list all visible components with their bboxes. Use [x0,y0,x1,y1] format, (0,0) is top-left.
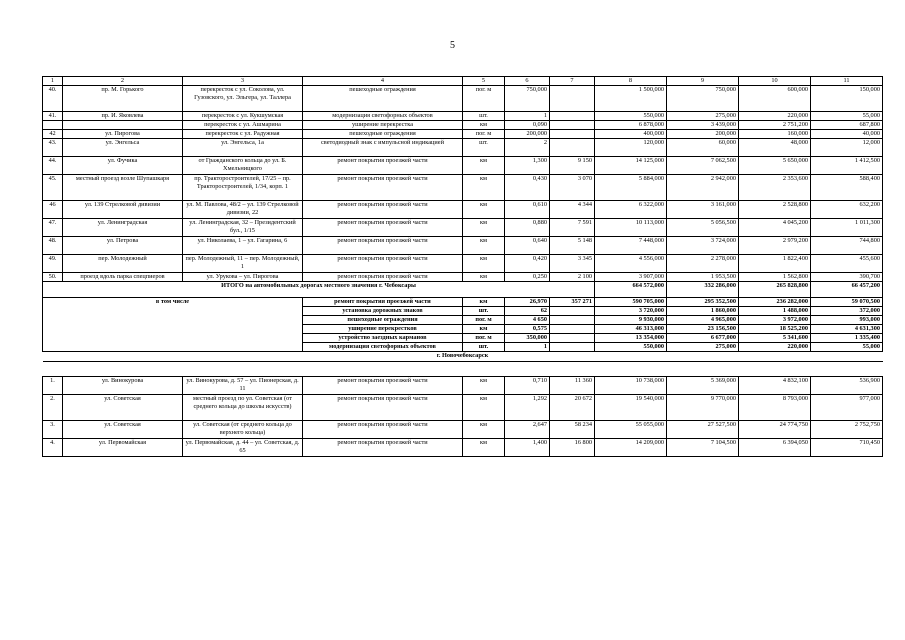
quantity: 0,420 [505,255,550,273]
value-col8: 6 322,000 [595,201,667,219]
street-name: ул. Петрова [63,237,183,255]
row-number [43,121,63,130]
street-name: ул. Фучика [63,157,183,175]
value-col9: 2 942,000 [667,175,739,201]
unit: км [463,157,505,175]
row-number: 50. [43,273,63,282]
value-col8: 1 500,000 [595,86,667,112]
work-type: ремонт покрытия проезжей части [303,377,463,395]
table-row [43,377,883,395]
column-header: 9 [667,77,739,86]
row-number: 46 [43,201,63,219]
work-type: ремонт покрытия проезжей части [303,237,463,255]
work-type: ремонт покрытия проезжей части [303,255,463,273]
unit: км [463,395,505,421]
value-col11: 687,800 [811,121,883,130]
location: ул. Николаева, 1 – ул. Гагарина, 6 [183,237,303,255]
value-col9: 5 369,000 [667,377,739,395]
value-col11: 710,450 [811,439,883,457]
subtotal-area [550,343,595,352]
subtotal-row [43,298,883,307]
subtotal-label [43,307,303,316]
subtotal-col9: 275,000 [667,343,739,352]
subtotal-col10: 3 972,000 [739,316,811,325]
area [550,112,595,121]
value-col11: 588,400 [811,175,883,201]
quantity: 0,250 [505,273,550,282]
location: ул. Энгельса, 1а [183,139,303,157]
value-col9: 7 062,500 [667,157,739,175]
table-row [43,130,883,139]
work-type: уширение перекрестка [303,121,463,130]
work-type: ремонт покрытия проезжей части [303,421,463,439]
subtotal-col8: 3 720,000 [595,307,667,316]
value-col11: 150,000 [811,86,883,112]
table-row [43,395,883,421]
row-number: 44. [43,157,63,175]
subtotal-col8: 590 705,000 [595,298,667,307]
subtotal-col9: 295 352,500 [667,298,739,307]
value-col9: 2 278,000 [667,255,739,273]
subtotal-work: пешеходные ограждения [303,316,463,325]
value-col10: 4 832,100 [739,377,811,395]
value-col9: 3 161,000 [667,201,739,219]
location: ул. Советская (от среднего кольца до верхнего кольца) [183,421,303,439]
total-col9: 332 286,000 [667,282,739,298]
quantity: 0,880 [505,219,550,237]
area: 4 344 [550,201,595,219]
subtotal-col9: 23 156,500 [667,325,739,334]
quantity: 0,430 [505,175,550,201]
row-number: 43. [43,139,63,157]
area: 3 070 [550,175,595,201]
subtotal-col8: 13 354,000 [595,334,667,343]
value-col11: 977,000 [811,395,883,421]
subtotal-col8: 550,000 [595,343,667,352]
subtotal-label [43,316,303,325]
subtotal-area [550,334,595,343]
street-name: пер. Молодежный [63,255,183,273]
quantity: 1,292 [505,395,550,421]
subtotal-col9: 4 965,000 [667,316,739,325]
work-type: ремонт покрытия проезжей части [303,219,463,237]
column-header: 1 [43,77,63,86]
subtotal-col10: 18 525,200 [739,325,811,334]
table-row [43,157,883,175]
work-type: ремонт покрытия проезжей части [303,157,463,175]
value-col9: 200,000 [667,130,739,139]
value-col10: 4 045,200 [739,219,811,237]
value-col10: 2 528,800 [739,201,811,219]
subtotal-work: модернизация светофорных объектов [303,343,463,352]
value-col8: 10 113,000 [595,219,667,237]
subtotal-area [550,316,595,325]
value-col8: 4 556,000 [595,255,667,273]
subtotal-col9: 6 677,000 [667,334,739,343]
table-row [43,255,883,273]
unit: км [463,255,505,273]
area: 3 345 [550,255,595,273]
work-type: ремонт покрытия проезжей части [303,273,463,282]
row-number: 3. [43,421,63,439]
value-col9: 9 770,000 [667,395,739,421]
area [550,130,595,139]
table-row [43,175,883,201]
subtotal-unit: пог. м [463,316,505,325]
row-number: 47. [43,219,63,237]
street-name: пр. И. Яковлева [63,112,183,121]
value-col11: 536,900 [811,377,883,395]
value-col11: 55,000 [811,112,883,121]
subtotal-col10: 220,000 [739,343,811,352]
area: 9 150 [550,157,595,175]
subtotal-col10: 1 488,000 [739,307,811,316]
subtotal-col11: 59 070,500 [811,298,883,307]
location: ул. Ленинградская, 32 – Президентский бул., 1/15 [183,219,303,237]
total-row [43,282,883,298]
area: 11 360 [550,377,595,395]
subtotal-label: в том числе [43,298,303,307]
unit: пог. м [463,130,505,139]
street-name: ул. Пирогова [63,130,183,139]
subtotal-area [550,307,595,316]
spacer [43,362,883,377]
row-number: 48. [43,237,63,255]
subtotal-qty: 4 650 [505,316,550,325]
value-col8: 7 448,000 [595,237,667,255]
value-col10: 1 822,400 [739,255,811,273]
subtotal-qty: 26,970 [505,298,550,307]
table-row [43,219,883,237]
location: пер. Молодежный, 11 – пер. Молодежный, 1 [183,255,303,273]
subtotal-row [43,307,883,316]
unit: шт. [463,139,505,157]
value-col11: 2 752,750 [811,421,883,439]
street-name [63,121,183,130]
value-col9: 275,000 [667,112,739,121]
area [550,121,595,130]
location: перекресток с ул. Кукшумская [183,112,303,121]
subtotal-row [43,334,883,343]
subtotal-work: установка дорожных знаков [303,307,463,316]
subtotal-col11: 993,000 [811,316,883,325]
area [550,86,595,112]
subtotal-area [550,325,595,334]
quantity: 1,300 [505,157,550,175]
unit: км [463,377,505,395]
subtotal-col10: 236 282,000 [739,298,811,307]
value-col8: 5 884,000 [595,175,667,201]
subtotal-col11: 55,000 [811,343,883,352]
work-type: светодиодный знак с импульсной индикацией [303,139,463,157]
value-col10: 600,000 [739,86,811,112]
column-header: 3 [183,77,303,86]
quantity: 200,000 [505,130,550,139]
quantity: 0,610 [505,201,550,219]
subtotal-qty: 0,575 [505,325,550,334]
table-row [43,121,883,130]
unit: пог. м [463,86,505,112]
street-name: ул. Ленинградская [63,219,183,237]
area: 2 100 [550,273,595,282]
unit: км [463,273,505,282]
work-type: пешеходные ограждения [303,86,463,112]
subtotal-qty: 350,000 [505,334,550,343]
subtotal-col8: 46 313,000 [595,325,667,334]
subtotal-col10: 5 341,600 [739,334,811,343]
subtotal-row [43,316,883,325]
unit: км [463,175,505,201]
subtotal-row [43,343,883,352]
work-type: пешеходные ограждения [303,130,463,139]
spacer-row [43,362,883,377]
value-col10: 6 394,050 [739,439,811,457]
column-header: 2 [63,77,183,86]
quantity: 1,400 [505,439,550,457]
unit: км [463,237,505,255]
location: ул. Винокурова, д. 57 – ул. Пионерская, д. 11 [183,377,303,395]
work-type: ремонт покрытия проезжей части [303,395,463,421]
location: ул. Урукова – ул. Пирогова [183,273,303,282]
value-col10: 24 774,750 [739,421,811,439]
subtotal-label [43,325,303,334]
column-header: 8 [595,77,667,86]
value-col9: 3 724,000 [667,237,739,255]
road-repair-table [42,76,883,457]
value-col8: 550,000 [595,112,667,121]
value-col9: 3 439,000 [667,121,739,130]
table-row [43,273,883,282]
table-row [43,86,883,112]
unit: км [463,121,505,130]
work-type: модернизация светофорных объектов [303,112,463,121]
value-col10: 2 751,200 [739,121,811,130]
row-number: 1. [43,377,63,395]
quantity: 2 [505,139,550,157]
column-header: 5 [463,77,505,86]
street-name: проезд вдоль парка спецпиеров [63,273,183,282]
subtotal-row [43,325,883,334]
row-number: 2. [43,395,63,421]
value-col11: 1 412,500 [811,157,883,175]
subtotal-qty: 62 [505,307,550,316]
value-col8: 120,000 [595,139,667,157]
value-col8: 19 540,000 [595,395,667,421]
value-col8: 55 055,000 [595,421,667,439]
value-col10: 160,000 [739,130,811,139]
value-col11: 390,700 [811,273,883,282]
row-number: 41. [43,112,63,121]
unit: км [463,201,505,219]
subtotal-qty: 1 [505,343,550,352]
value-col10: 220,000 [739,112,811,121]
value-col9: 7 104,500 [667,439,739,457]
subtotal-label [43,343,303,352]
unit: км [463,439,505,457]
value-col10: 5 650,000 [739,157,811,175]
row-number: 4. [43,439,63,457]
value-col8: 400,000 [595,130,667,139]
location: пр. Тракторостроителей, 17/25 – пр. Тракторостроителей, 1/34, корп. 1 [183,175,303,201]
value-col8: 3 907,000 [595,273,667,282]
subtotal-area: 357 271 [550,298,595,307]
subtotal-unit: пог. м [463,334,505,343]
value-col11: 40,000 [811,130,883,139]
value-col11: 632,200 [811,201,883,219]
location: местный проезд по ул. Советская (от среднего кольца до школы искусств) [183,395,303,421]
street-name: ул. Советская [63,395,183,421]
area: 58 234 [550,421,595,439]
table-row [43,112,883,121]
work-type: ремонт покрытия проезжей части [303,201,463,219]
subtotal-col8: 9 930,000 [595,316,667,325]
table-row [43,139,883,157]
location: от Гражданского кольца до ул. Б. Хмельницкого [183,157,303,175]
street-name: местный проезд возле Шупашкаря [63,175,183,201]
page-number: 5 [450,40,455,51]
table-row [43,201,883,219]
value-col11: 12,000 [811,139,883,157]
location: ул. Первомайская, д. 44 – ул. Советская, д. 65 [183,439,303,457]
work-type: ремонт покрытия проезжей части [303,175,463,201]
value-col8: 14 125,000 [595,157,667,175]
quantity: 2,647 [505,421,550,439]
street-name: ул. Первомайская [63,439,183,457]
value-col8: 6 878,000 [595,121,667,130]
street-name: ул. Винокурова [63,377,183,395]
subtotal-work: уширение перекрестков [303,325,463,334]
area [550,139,595,157]
location: перекресток с ул. Радужная [183,130,303,139]
unit: шт. [463,112,505,121]
subtotal-col11: 372,000 [811,307,883,316]
area: 5 148 [550,237,595,255]
quantity: 0,090 [505,121,550,130]
total-label: ИТОГО на автомобильных дорогах местного значения г. Чебоксары [43,282,595,298]
table-row [43,237,883,255]
unit: км [463,421,505,439]
value-col10: 48,000 [739,139,811,157]
subtotal-unit: км [463,325,505,334]
street-name: ул. 139 Стрелковой дивизии [63,201,183,219]
value-col9: 1 953,500 [667,273,739,282]
street-name: ул. Энгельса [63,139,183,157]
subtotal-col11: 1 335,400 [811,334,883,343]
value-col10: 1 562,800 [739,273,811,282]
section-row [43,352,883,362]
column-header: 7 [550,77,595,86]
value-col9: 27 527,500 [667,421,739,439]
quantity: 1 [505,112,550,121]
value-col11: 1 011,300 [811,219,883,237]
street-name: пр. М. Горького [63,86,183,112]
header-row [43,77,883,86]
quantity: 0,640 [505,237,550,255]
table-row [43,421,883,439]
value-col10: 2 353,600 [739,175,811,201]
location: перекресток с ул. Соколова, ул. Гузовского, ул. Эльгера, ул. Таллера [183,86,303,112]
value-col9: 60,000 [667,139,739,157]
work-type: ремонт покрытия проезжей части [303,439,463,457]
row-number: 42 [43,130,63,139]
column-header: 10 [739,77,811,86]
street-name: ул. Советская [63,421,183,439]
value-col11: 455,600 [811,255,883,273]
value-col9: 5 056,500 [667,219,739,237]
subtotal-unit: шт. [463,343,505,352]
subtotal-unit: шт. [463,307,505,316]
subtotal-work: устройство заездных карманов [303,334,463,343]
value-col8: 10 738,000 [595,377,667,395]
subtotal-work: ремонт покрытия проезжей части [303,298,463,307]
subtotal-col11: 4 631,300 [811,325,883,334]
area: 7 591 [550,219,595,237]
column-header: 4 [303,77,463,86]
subtotal-col9: 1 860,000 [667,307,739,316]
quantity: 750,000 [505,86,550,112]
location: перекресток с ул. Ашмарина [183,121,303,130]
location: ул. М. Павлова, 48/2 – ул. 139 Стрелковой дивизии, 22 [183,201,303,219]
value-col8: 14 209,000 [595,439,667,457]
total-col8: 664 572,000 [595,282,667,298]
column-header: 6 [505,77,550,86]
row-number: 49. [43,255,63,273]
quantity: 0,710 [505,377,550,395]
section-title: г. Новочебоксарск [43,352,883,362]
row-number: 40. [43,86,63,112]
unit: км [463,219,505,237]
value-col11: 744,800 [811,237,883,255]
area: 16 800 [550,439,595,457]
row-number: 45. [43,175,63,201]
subtotal-label [43,334,303,343]
value-col10: 2 979,200 [739,237,811,255]
subtotal-unit: км [463,298,505,307]
total-col10: 265 828,800 [739,282,811,298]
total-col11: 66 457,200 [811,282,883,298]
table-row [43,439,883,457]
value-col9: 750,000 [667,86,739,112]
value-col10: 8 793,000 [739,395,811,421]
area: 20 672 [550,395,595,421]
column-header: 11 [811,77,883,86]
